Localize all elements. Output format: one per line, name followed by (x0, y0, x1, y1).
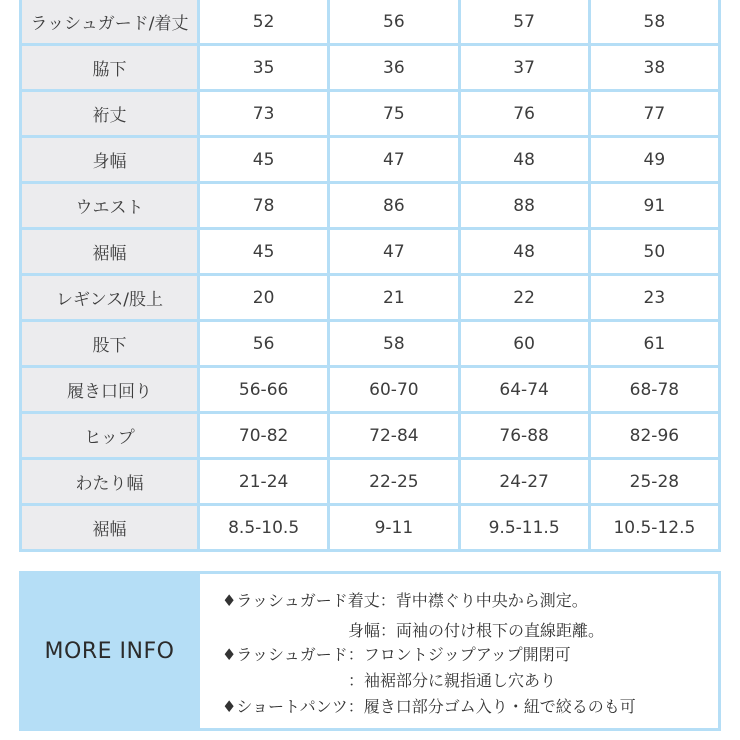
info-line: ：袖裾部分に親指通し穴あり (348, 671, 557, 690)
size-value-cell: 57 (461, 0, 588, 43)
table-row (22, 322, 718, 365)
size-value-cell: 20 (200, 276, 327, 319)
size-value-cell: 49 (591, 138, 718, 181)
table-row (22, 184, 718, 227)
table-row (22, 138, 718, 181)
table-row (22, 506, 718, 549)
table-row (22, 230, 718, 273)
table-row (22, 276, 718, 319)
table-row (22, 46, 718, 89)
size-value-cell: 86 (330, 184, 457, 227)
size-value-cell: 25-28 (591, 460, 718, 503)
size-value-cell: 23 (591, 276, 718, 319)
info-line: ♦ラッシュガード：フロントジップアップ開閉可 (222, 645, 571, 664)
size-value-cell: 70-82 (200, 414, 327, 457)
info-line: ♦ラッシュガード着丈：背中襟ぐり中央から測定。 (222, 591, 588, 610)
size-value-cell: 47 (330, 230, 457, 273)
size-value-cell: 48 (461, 138, 588, 181)
size-value-cell: 75 (330, 92, 457, 135)
size-value-cell: 8.5-10.5 (200, 506, 327, 549)
size-value-cell: 56 (330, 0, 457, 43)
size-chart (19, 0, 721, 552)
row-label: レギンス/股上 (22, 276, 197, 319)
row-label: 股下 (22, 322, 197, 365)
row-label: 身幅 (22, 138, 197, 181)
table-row (22, 368, 718, 411)
info-line: 身幅：両袖の付け根下の直線距離。 (348, 621, 605, 640)
size-value-cell: 91 (591, 184, 718, 227)
size-value-cell: 45 (200, 230, 327, 273)
size-value-cell: 9.5-11.5 (461, 506, 588, 549)
more-info-body (200, 574, 718, 728)
size-value-cell: 36 (330, 46, 457, 89)
size-value-cell: 56-66 (200, 368, 327, 411)
table-row (22, 0, 718, 43)
size-value-cell: 78 (200, 184, 327, 227)
table-row (22, 460, 718, 503)
size-value-cell: 45 (200, 138, 327, 181)
size-value-cell: 60 (461, 322, 588, 365)
row-label: ラッシュガード/着丈 (22, 0, 197, 43)
size-value-cell: 37 (461, 46, 588, 89)
size-value-cell: 22-25 (330, 460, 457, 503)
size-value-cell: 68-78 (591, 368, 718, 411)
size-value-cell: 38 (591, 46, 718, 89)
size-value-cell: 76-88 (461, 414, 588, 457)
row-label: 裾幅 (22, 506, 197, 549)
size-value-cell: 58 (330, 322, 457, 365)
size-value-cell: 9-11 (330, 506, 457, 549)
size-value-cell: 72-84 (330, 414, 457, 457)
more-info-title: MORE INFO (44, 638, 175, 664)
info-line: ♦ショートパンツ：履き口部分ゴム入り・紐で絞るのも可 (222, 697, 636, 716)
row-label: ヒップ (22, 414, 197, 457)
row-label: 履き口回り (22, 368, 197, 411)
size-value-cell: 22 (461, 276, 588, 319)
size-value-cell: 60-70 (330, 368, 457, 411)
size-value-cell: 82-96 (591, 414, 718, 457)
size-value-cell: 10.5-12.5 (591, 506, 718, 549)
size-value-cell: 61 (591, 322, 718, 365)
size-value-cell: 76 (461, 92, 588, 135)
size-value-cell: 21-24 (200, 460, 327, 503)
row-label: 裄丈 (22, 92, 197, 135)
size-value-cell: 50 (591, 230, 718, 273)
size-value-cell: 56 (200, 322, 327, 365)
row-label: 脇下 (22, 46, 197, 89)
row-label: 裾幅 (22, 230, 197, 273)
size-value-cell: 88 (461, 184, 588, 227)
table-row (22, 414, 718, 457)
size-value-cell: 77 (591, 92, 718, 135)
size-value-cell: 24-27 (461, 460, 588, 503)
row-label: ウエスト (22, 184, 197, 227)
size-value-cell: 64-74 (461, 368, 588, 411)
size-value-cell: 47 (330, 138, 457, 181)
table-row (22, 92, 718, 135)
size-value-cell: 21 (330, 276, 457, 319)
size-value-cell: 48 (461, 230, 588, 273)
size-value-cell: 58 (591, 0, 718, 43)
size-value-cell: 73 (200, 92, 327, 135)
size-value-cell: 35 (200, 46, 327, 89)
more-info-header (22, 574, 197, 728)
size-value-cell: 52 (200, 0, 327, 43)
size-table (19, 0, 721, 552)
more-info-panel (19, 571, 721, 731)
row-label: わたり幅 (22, 460, 197, 503)
